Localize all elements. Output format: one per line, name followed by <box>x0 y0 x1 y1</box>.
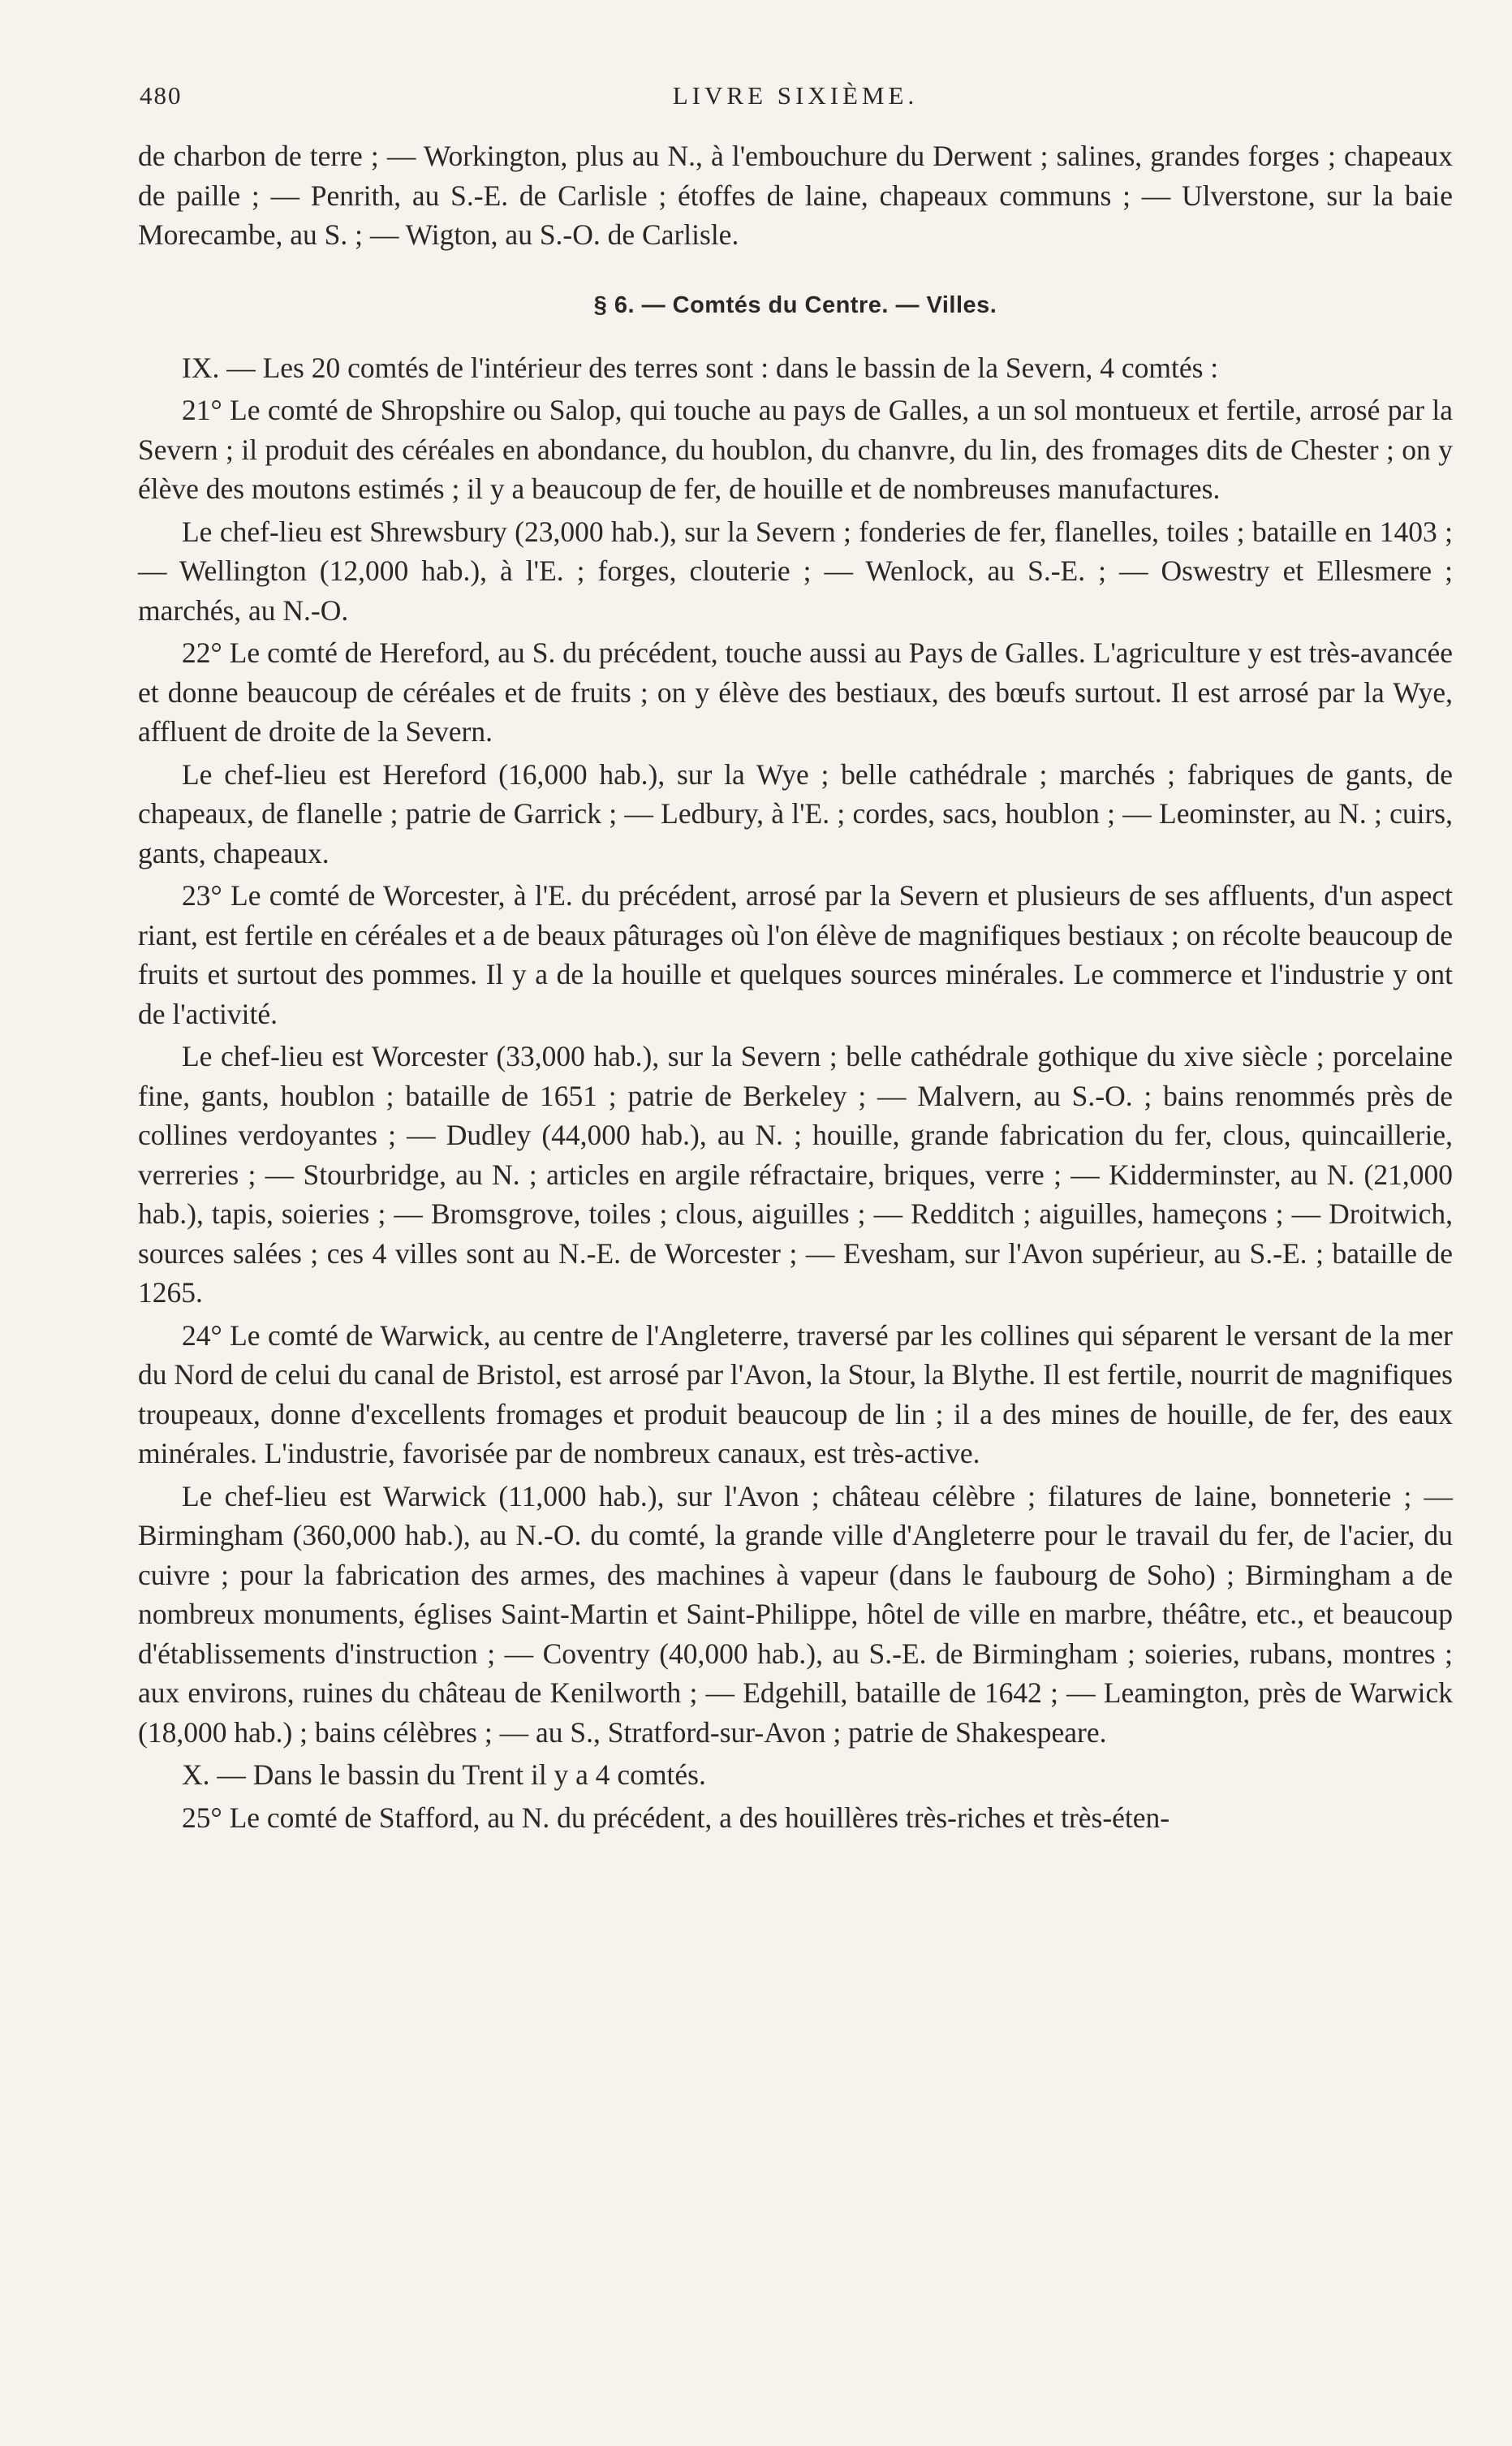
page-number: 480 <box>140 81 183 110</box>
paragraph: X. — Dans le bassin du Trent il y a 4 comtés. <box>182 1758 706 1791</box>
page-header <box>138 81 1453 130</box>
section-heading: § 6. — Comtés du Centre. — Villes. <box>593 291 997 318</box>
paragraph: Le chef-lieu est Shrewsbury (23,000 hab.), sur la Severn ; fonderies de fer, flanelles, toiles ; bataille en 1403 ; — Wellington (12,000 hab.), à l'E. ; forges, clouterie ; — Wenlock, au S.-E. ; — Oswestry et Ellesmere ; marchés, au N.-O. <box>138 515 1453 627</box>
paragraph: 22° Le comté de Hereford, au S. du précédent, touche aussi au Pays de Galles. L'agriculture y est très-avancée et donne beaucoup de céréales et de fruits ; on y élève des bestiaux, des bœufs surtout. Il est arrosé par la Wye, affluent de droite de la Severn. <box>138 636 1453 748</box>
paragraph: 25° Le comté de Stafford, au N. du précédent, a des houillères très-riches et très-éten- <box>182 1801 1170 1834</box>
paragraph: 21° Le comté de Shropshire ou Salop, qui touche au pays de Galles, a un sol montueux et fertile, arrosé par la Severn ; il produit des céréales en abondance, du houblon, du chanvre, du lin, des fromages dits de Chester ; on y élève des moutons estimés ; il y a beaucoup de fer, de houille et de nombreuses manufactures. <box>138 394 1453 505</box>
paragraph: Le chef-lieu est Warwick (11,000 hab.), sur l'Avon ; château célèbre ; filatures de laine, bonneterie ; — Birmingham (360,000 hab.), au N.-O. du comté, la grande ville d'Angleterre pour le travail du fer, de l'acier, du cuivre ; pour la fabrication des armes, des machines à vapeur (dans le faubourg de Soho) ; Birmingham a de nombreux monuments, églises Saint-Martin et Saint-Philippe, hôtel de ville en marbre, théâtre, etc., et beaucoup d'établissements d'instruction ; — Coventry (40,000 hab.), au S.-E. de Birmingham ; soieries, rubans, montres ; aux environs, ruines du château de Kenilworth ; — Edgehill, bataille de 1642 ; — Leamington, près de Warwick (18,000 hab.) ; bains célèbres ; — au S., Stratford-sur-Avon ; patrie de Shakespeare. <box>138 1479 1453 1749</box>
paragraph: 23° Le comté de Worcester, à l'E. du précédent, arrosé par la Severn et plusieurs de ses affluents, d'un aspect riant, est fertile en céréales et a de beaux pâturages où l'on élève de magnifiques bestiaux ; on récolte beaucoup de fruits et surtout des pommes. Il y a de la houille et quelques sources minérales. Le commerce et l'industrie y ont de l'activité. <box>138 879 1453 1030</box>
paragraph: Le chef-lieu est Hereford (16,000 hab.), sur la Wye ; belle cathédrale ; marchés ; fabriques de gants, de chapeaux, de flanelle ; patrie de Garrick ; — Ledbury, à l'E. ; cordes, sacs, houblon ; — Leominster, au N. ; cuirs, gants, chapeaux. <box>138 757 1453 869</box>
running-title: LIVRE SIXIÈME. <box>672 81 919 110</box>
document-page <box>138 81 1453 2419</box>
paragraph-continuation: de charbon de terre ; — Workington, plus au N., à l'embouchure du Derwent ; salines, grandes forges ; chapeaux de paille ; — Penrith, au S.-E. de Carlisle ; étoffes de laine, chapeaux communs ; — Ulverstone, sur la baie Morecambe, au S. ; — Wigton, au S.-O. de Carlisle. <box>138 140 1453 251</box>
paragraph: Le chef-lieu est Worcester (33,000 hab.), sur la Severn ; belle cathédrale gothique du xive siècle ; porcelaine fine, gants, houblon ; bataille de 1651 ; patrie de Berkeley ; — Malvern, au S.-O. ; bains renommés près de collines verdoyantes ; — Dudley (44,000 hab.), au N. ; houille, grande fabrication du fer, clous, quincaillerie, verreries ; — Stourbridge, au N. ; articles en argile réfractaire, briques, verre ; — Kidderminster, au N. (21,000 hab.), tapis, soieries ; — Bromsgrove, toiles ; clous, aiguilles ; — Redditch ; aiguilles, hameçons ; — Droitwich, sources salées ; ces 4 villes sont au N.-E. de Worcester ; — Evesham, sur l'Avon supérieur, au S.-E. ; bataille de 1265. <box>138 1040 1453 1309</box>
paragraph: 24° Le comté de Warwick, au centre de l'Angleterre, traversé par les collines qui séparent le versant de la mer du Nord de celui du canal de Bristol, est arrosé par l'Avon, la Stour, la Blythe. Il est fertile, nourrit de magnifiques troupeaux, donne d'excellents fromages et produit beaucoup de lin ; il a des mines de houille, de fer, des eaux minérales. L'industrie, favorisée par de nombreux canaux, est très-active. <box>138 1318 1453 1469</box>
paragraph: IX. — Les 20 comtés de l'intérieur des terres sont : dans le bassin de la Severn, 4 comtés : <box>182 351 1219 384</box>
